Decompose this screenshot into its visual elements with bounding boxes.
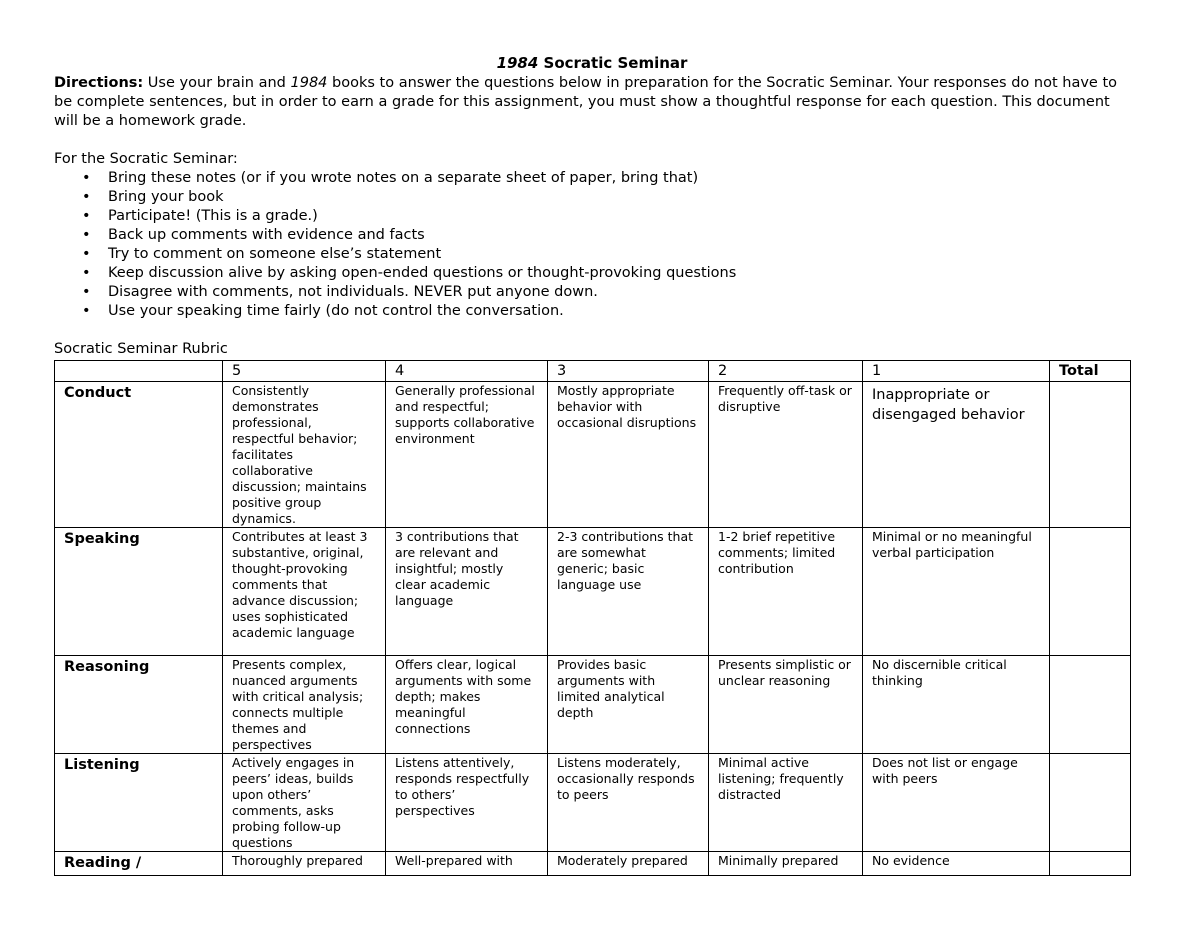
rubric-cell: Consistently demonstrates professional, respectful behavior; facilitates collaborative discussion; maintains positive group dynamics. [223, 382, 386, 528]
bullet-item [82, 302, 1130, 321]
bullet-item [82, 207, 1130, 226]
criterion-label: Speaking [55, 528, 223, 656]
bullet-item [82, 188, 1130, 207]
directions-paragraph [54, 74, 1130, 131]
bullet-icon: • [82, 265, 91, 281]
bullet-text: Try to comment on someone else’s statement [108, 246, 442, 262]
directions-book-name: 1984 [290, 75, 328, 91]
rubric-cell: No evidence [863, 852, 1050, 876]
rubric-cell: Inappropriate or disengaged behavior [863, 382, 1050, 528]
bullet-icon: • [82, 189, 91, 205]
rubric-total-cell[interactable] [1050, 656, 1131, 754]
bullet-icon: • [82, 303, 91, 319]
rubric-total-cell[interactable] [1050, 754, 1131, 852]
rubric-header-row [55, 361, 1131, 382]
rubric-cell: Actively engages in peers’ ideas, builds upon others’ comments, asks probing follow-up questions [223, 754, 386, 852]
bullet-text: Disagree with comments, not individuals. NEVER put anyone down. [108, 284, 598, 300]
rubric-cell: Mostly appropriate behavior with occasional disruptions [548, 382, 709, 528]
rubric-cell: Contributes at least 3 substantive, original, thought-provoking comments that advance discussion; uses sophisticated academic language [223, 528, 386, 656]
title-book-name: 1984 [496, 54, 539, 72]
blank-line [54, 131, 1130, 150]
directions-text-1: Use your brain and [143, 75, 291, 91]
seminar-heading: For the Socratic Seminar: [54, 151, 238, 167]
criterion-label: Reading / [55, 852, 223, 876]
bullet-text: Bring these notes (or if you wrote notes on a separate sheet of paper, bring that) [108, 170, 699, 186]
rubric-cell: Thoroughly prepared [223, 852, 386, 876]
rubric-cell: Frequently off-task or disruptive [709, 382, 863, 528]
rubric-cell: Well-prepared with [386, 852, 548, 876]
rubric-cell: Offers clear, logical arguments with some depth; makes meaningful connections [386, 656, 548, 754]
bullet-item [82, 264, 1130, 283]
bullet-item [82, 283, 1130, 302]
header-cell-score: 3 [548, 361, 709, 382]
rubric-cell: Moderately prepared [548, 852, 709, 876]
rubric-cell: 3 contributions that are relevant and insightful; mostly clear academic language [386, 528, 548, 656]
rubric-cell: 1-2 brief repetitive comments; limited contribution [709, 528, 863, 656]
title-rest: Socratic Seminar [538, 54, 688, 72]
rubric-row-listening [55, 754, 1131, 852]
criterion-label: Conduct [55, 382, 223, 528]
rubric-cell: Generally professional and respectful; supports collaborative environment [386, 382, 548, 528]
rubric-total-cell[interactable] [1050, 852, 1131, 876]
rubric-row-speaking [55, 528, 1131, 656]
bullet-icon: • [82, 208, 91, 224]
document-title [54, 54, 1130, 73]
rubric-row-reasoning [55, 656, 1131, 754]
criterion-label: Reasoning [55, 656, 223, 754]
rubric-title: Socratic Seminar Rubric [54, 341, 228, 357]
directions-label: Directions: [54, 75, 144, 91]
rubric-cell: Presents complex, nuanced arguments with critical analysis; connects multiple themes and perspectives [223, 656, 386, 754]
header-cell-score: 2 [709, 361, 863, 382]
bullet-text: Keep discussion alive by asking open-ended questions or thought-provoking questions [108, 265, 737, 281]
bullet-icon: • [82, 284, 91, 300]
rubric-cell: Listens moderately, occasionally responds to peers [548, 754, 709, 852]
rubric-cell: Minimal or no meaningful verbal participation [863, 528, 1050, 656]
header-cell-total: Total [1050, 361, 1131, 382]
rubric-cell: No discernible critical thinking [863, 656, 1050, 754]
rubric-total-cell[interactable] [1050, 382, 1131, 528]
rubric-cell: Minimally prepared [709, 852, 863, 876]
rubric-row-reading [55, 852, 1131, 876]
rubric-cell: Provides basic arguments with limited analytical depth [548, 656, 709, 754]
directions-text-2: books to answer the questions below in preparation for the Socratic Seminar. Your responses do not have to be complete sentences, but in order to earn a grade for this assignment, you must show a thoughtful response for each question. This document will be a homework grade. [54, 75, 1118, 129]
bullet-item [82, 226, 1130, 245]
bullet-text: Use your speaking time fairly (do not control the conversation. [108, 303, 564, 319]
bullet-icon: • [82, 227, 91, 243]
header-cell-score: 1 [863, 361, 1050, 382]
rubric-row-conduct [55, 382, 1131, 528]
bullet-item [82, 169, 1130, 188]
bullet-text: Back up comments with evidence and facts [108, 227, 425, 243]
rubric-cell: Listens attentively, responds respectfully to others’ perspectives [386, 754, 548, 852]
bullet-text: Bring your book [108, 189, 224, 205]
header-cell-score: 5 [223, 361, 386, 382]
rubric-cell: Minimal active listening; frequently distracted [709, 754, 863, 852]
rubric-cell: 2-3 contributions that are somewhat generic; basic language use [548, 528, 709, 656]
seminar-bullet-list [54, 169, 1130, 321]
rubric-cell: Presents simplistic or unclear reasoning [709, 656, 863, 754]
document-page [54, 54, 1130, 876]
rubric-total-cell[interactable] [1050, 528, 1131, 656]
rubric-table [54, 360, 1131, 876]
criterion-label: Listening [55, 754, 223, 852]
header-cell-score: 4 [386, 361, 548, 382]
header-cell-blank [55, 361, 223, 382]
bullet-text: Participate! (This is a grade.) [108, 208, 318, 224]
bullet-icon: • [82, 170, 91, 186]
bullet-item [82, 245, 1130, 264]
rubric-cell: Does not list or engage with peers [863, 754, 1050, 852]
bullet-icon: • [82, 246, 91, 262]
